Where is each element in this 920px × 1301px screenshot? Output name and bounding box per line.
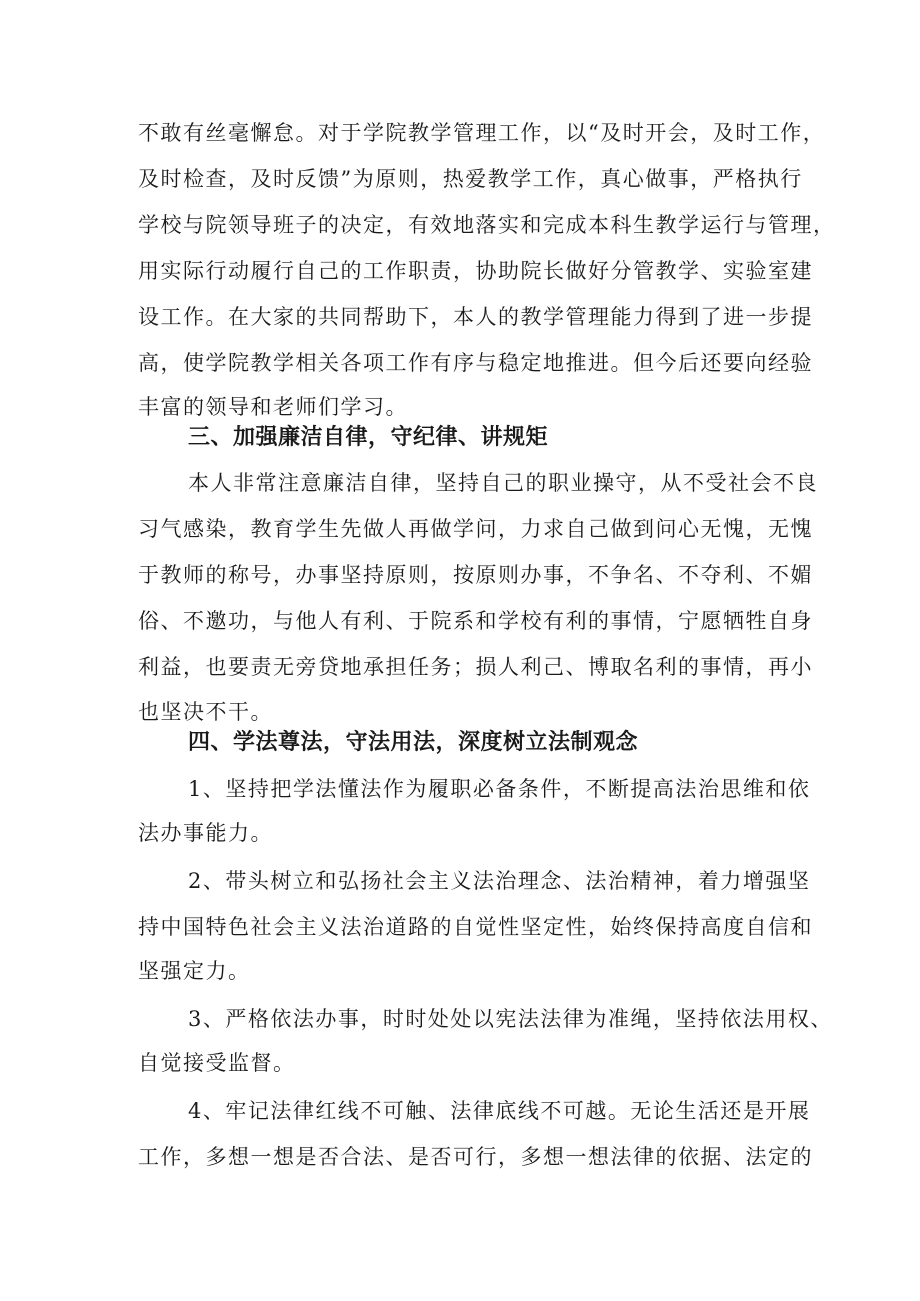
paragraph-line: 俗、不邀功，与他人有利、于院系和学校有利的事情，宁愿牺牲自身 <box>138 609 813 633</box>
paragraph-line: 设工作。在大家的共同帮助下，本人的教学管理能力得到了进一步提 <box>138 305 813 329</box>
section-heading-4: 四、学法尊法，守法用法，深度树立法制观念 <box>188 730 639 755</box>
list-item-line: 法办事能力。 <box>138 821 273 845</box>
list-item-line: 3、严格依法办事，时时处处以宪法法律为准绳，坚持依法用权、 <box>188 1007 833 1031</box>
paragraph-line: 及时检查，及时反馈”为原则，热爱教学工作，真心做事，严格执行 <box>138 167 803 191</box>
paragraph-line: 于教师的称号，办事坚持原则，按原则办事，不争名、不夺利、不媚 <box>138 563 813 587</box>
paragraph-line: 不敢有丝毫懈怠。对于学院教学管理工作，以“及时开会，及时工作， <box>138 121 826 145</box>
list-item-line: 持中国特色社会主义法治道路的自觉性坚定性，始终保持高度自信和 <box>138 915 813 939</box>
paragraph-line: 学校与院领导班子的决定，有效地落实和完成本科生教学运行与管理， <box>138 213 836 237</box>
list-item-line: 工作，多想一想是否合法、是否可行，多想一想法律的依据、法定的 <box>138 1145 813 1169</box>
list-item-line: 坚强定力。 <box>138 959 251 983</box>
paragraph-line: 也坚决不干。 <box>138 700 273 724</box>
paragraph-line: 丰富的领导和老师们学习。 <box>138 395 408 419</box>
list-item-line: 4、牢记法律红线不可触、法律底线不可越。无论生活还是开展 <box>188 1099 811 1123</box>
list-item-line: 1、坚持把学法懂法作为履职必备条件，不断提高法治思维和依 <box>188 777 811 801</box>
list-item-line: 自觉接受监督。 <box>138 1051 296 1075</box>
section-heading-3: 三、加强廉洁自律，守纪律、讲规矩 <box>188 425 549 450</box>
paragraph-line: 用实际行动履行自己的工作职责，协助院长做好分管教学、实验室建 <box>138 259 813 283</box>
paragraph-line: 本人非常注意廉洁自律，坚持自己的职业操守，从不受社会不良 <box>188 471 818 495</box>
paragraph-line: 高，使学院教学相关各项工作有序与稳定地推进。但今后还要向经验 <box>138 351 813 375</box>
paragraph-line: 习气感染，教育学生先做人再做学问，力求自己做到问心无愧，无愧 <box>138 517 813 541</box>
list-item-line: 2、带头树立和弘扬社会主义法治理念、法治精神，着力增强坚 <box>188 869 811 893</box>
paragraph-line: 利益，也要责无旁贷地承担任务；损人利己、博取名利的事情，再小 <box>138 655 813 679</box>
